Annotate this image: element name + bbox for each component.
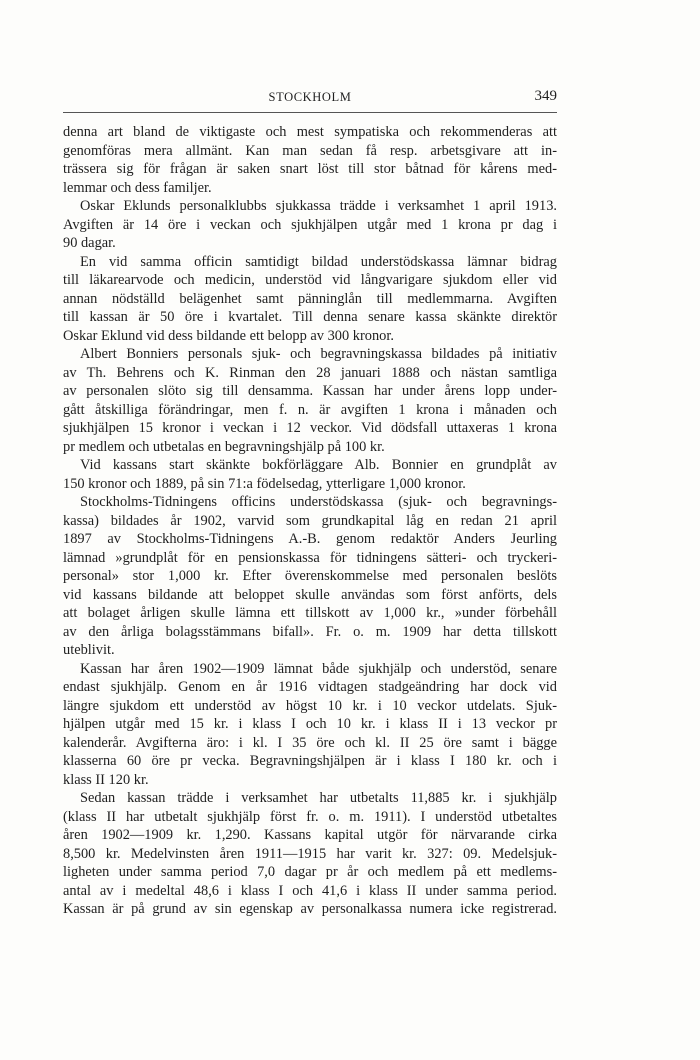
text-line: Oskar Eklunds personalklubbs sjukkassa trädde i verksamhet 1 april 1913. [80,198,557,214]
text-line: till kassan är 50 öre i kvartalet. Till denna senare kassa skänkte direktör [63,309,557,325]
text-line: Kassan har åren 1902—1909 lämnat både sjukhjälp och understöd, senare [80,660,557,677]
text-line: Vid kassans start skänkte bokförläggare Alb. Bonnier en grundplåt av [80,457,557,473]
text-line: antal av i medeltal 48,6 i klass I och 41,6 i klass II under samma period. [63,882,557,899]
text-line: (klass II har utbetalt sjukhjälp först fr. o. m. 1911). I understöd utbetaltes [63,808,557,825]
text-line: av personalen slöto sig till densamma. Kassan har under årens lopp under- [63,383,557,399]
text-line: uteblivit. [63,642,115,658]
text-line: att bolaget årligen skulle lämna ett tillskott av 1,000 kr., »under förbehåll [63,605,557,621]
text-line: endast sjukhjälp. Genom en år 1916 vidtagen stadgeändring har dock vid [63,679,557,695]
running-title: STOCKHOLM [268,90,352,104]
body-text [63,123,557,919]
text-line: annan nödställd belägenhet samt pänninglån till medlemmarna. Avgiften [63,290,557,307]
text-line: Kassan är på grund av sin egenskap av personalkassa numera icke registrerad. [63,901,557,917]
text-line: 1897 av Stockholms-Tidningens A.-B. genom redaktör Anders Jeurling [63,531,557,547]
text-line: denna art bland de viktigaste och mest sympatiska och rekommenderas att [63,124,557,140]
text-line: kassa) bildades år 1902, varvid som grundkapital låg en redan 21 april [63,512,557,529]
text-line: trässera sig för frågan är saken snart löst till stor båtnad för kårens med- [63,161,557,177]
text-line: Stockholms-Tidningens officins understödskassa (sjuk- och begravnings- [80,494,557,510]
text-line: kalenderår. Avgifterna äro: i kl. I 35 öre och kl. II 25 öre samt i bägge [63,734,557,751]
text-line: 8,500 kr. Medelvinsten åren 1911—1915 har varit kr. 327: 09. Medelsjuk- [63,845,557,862]
text-line: till läkarearvode och medicin, understöd vid långvarigare sjukdom eller vid [63,272,557,288]
text-line: 150 kronor och 1889, på sin 71:a födelsedag, ytterligare 1,000 kronor. [63,475,466,492]
text-line: lemmar och dess familjer. [63,179,212,196]
text-line: personal» stor 1,000 kr. Efter överenskommelse med personalen beslöts [63,568,557,584]
text-line: vid kassans bildande att beloppet skulle användas som först anförts, dels [63,586,557,603]
page-header [63,90,557,112]
text-line: av Th. Behrens och K. Rinman den 28 januari 1888 och nästan samtliga [63,364,557,381]
text-line: Sedan kassan trädde i verksamhet har utbetalts 11,885 kr. i sjukhjälp [80,790,557,806]
text-line: Avgiften är 14 öre i veckan och sjukhjälpen utgår med 1 krona pr dag i [63,216,557,233]
text-line: sjukhjälpen 15 kronor i veckan i 12 veckor. Vid dödsfall uttaxeras 1 krona [63,420,557,436]
text-line: Albert Bonniers personals sjuk- och begravningskassa bildades på initiativ [80,346,557,362]
text-line: av den årliga bolagsstämmans bifall». Fr. o. m. 1909 har detta tillskott [63,623,557,640]
text-line: åren 1902—1909 kr. 1,290. Kassans kapital utgör för närvarande cirka [63,827,557,843]
text-line: ligheten under samma period 7,0 dagar pr år och medlem på ett medlems- [63,864,557,880]
text-line: En vid samma officin samtidigt bildad understödskassa lämnar bidrag [80,253,557,270]
page-number: 349 [534,88,557,104]
text-line: längre sjukdom ett understöd av högst 10 kr. i 10 veckor utdelats. Sjuk- [63,697,557,714]
text-line: klass II 120 kr. [63,771,149,788]
text-line: klasserna 60 öre pr vecka. Begravningshjälpen är i klass I 180 kr. och i [63,753,557,769]
text-line: genomföras mera allmänt. Kan man sedan få resp. arbetsgivare att in- [63,142,557,159]
text-line: pr medlem och utbetalas en begravningshjälp på 100 kr. [63,438,385,455]
text-line: gått åtskilliga förändringar, men f. n. är avgiften 1 krona i månaden och [63,401,557,418]
text-line: hjälpen utgår med 15 kr. i klass I och 10 kr. i klass II i 13 veckor pr [63,716,557,732]
text-line: 90 dagar. [63,235,116,251]
header-rule [63,112,557,113]
text-line: Oskar Eklund vid dess bildande ett belopp av 300 kronor. [63,327,394,344]
text-line: lämnad »grundplåt för en pensionskassa för tidningens sätteri- och tryckeri- [63,549,557,566]
